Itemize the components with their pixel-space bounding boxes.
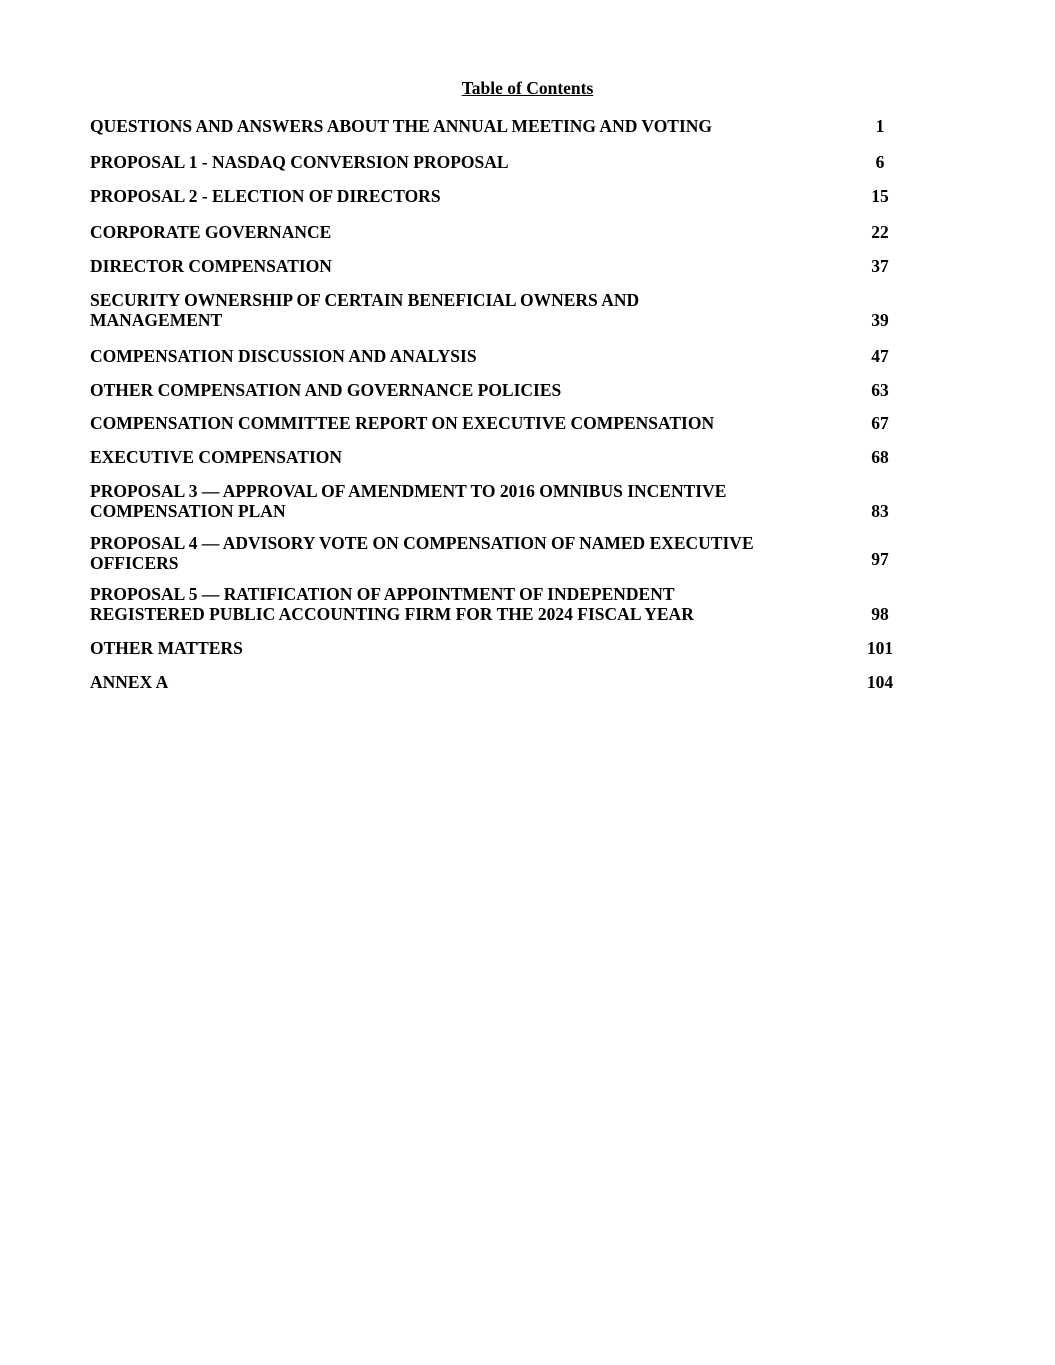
toc-entry-page: 68 <box>871 446 889 467</box>
toc-entry-page: 6 <box>875 151 885 172</box>
toc-entry-title: COMPENSATION COMMITTEE REPORT ON EXECUTIVE COMPENSATION <box>90 412 715 433</box>
toc-entry-proposal-5[interactable] <box>90 583 920 624</box>
toc-entry-director-compensation[interactable] <box>90 254 920 276</box>
toc-entry-page: 98 <box>871 603 889 624</box>
toc-entry-title: PROPOSAL 4 — ADVISORY VOTE ON COMPENSATION OF NAMED EXECUTIVE OFFICERS <box>90 533 754 573</box>
toc-entry-other-matters[interactable] <box>90 636 920 658</box>
toc-entry-proposal-4[interactable] <box>90 532 920 573</box>
toc-entry-page: 1 <box>875 115 885 136</box>
toc-entry-title: ANNEX A <box>90 671 169 692</box>
toc-entry-annex-a[interactable] <box>90 670 920 692</box>
toc-entry-title: DIRECTOR COMPENSATION <box>90 255 332 276</box>
toc-entry-proposal-3[interactable] <box>90 480 920 521</box>
toc-entry-title: SECURITY OWNERSHIP OF CERTAIN BENEFICIAL OWNERS AND MANAGEMENT <box>90 290 640 330</box>
toc-entry-title: CORPORATE GOVERNANCE <box>90 221 332 242</box>
toc-entry-page: 47 <box>871 345 889 366</box>
toc-entry-page: 39 <box>871 309 889 330</box>
toc-entry-security-ownership[interactable] <box>90 289 920 330</box>
toc-entry-title: PROPOSAL 5 — RATIFICATION OF APPOINTMENT OF INDEPENDENT REGISTERED PUBLIC ACCOUNTING FIRM FOR THE 2024 FISCAL YEAR <box>90 584 694 624</box>
toc-entry-page: 101 <box>866 637 894 658</box>
toc-entry-executive-compensation[interactable] <box>90 445 920 467</box>
toc-entry-title: OTHER MATTERS <box>90 637 243 658</box>
toc-entry-page: 15 <box>871 185 889 206</box>
toc-entry-title: EXECUTIVE COMPENSATION <box>90 446 342 467</box>
toc-entry-title: PROPOSAL 1 - NASDAQ CONVERSION PROPOSAL <box>90 151 509 172</box>
toc-entry-proposal-2[interactable] <box>90 184 920 206</box>
toc-entry-proposal-1[interactable] <box>90 150 920 172</box>
toc-heading: Table of Contents <box>461 78 594 98</box>
toc-entry-other-compensation-policies[interactable] <box>90 378 920 400</box>
toc-entry-questions-and-answers[interactable] <box>90 114 920 136</box>
toc-entry-page: 83 <box>871 500 889 521</box>
toc-entry-title: PROPOSAL 3 — APPROVAL OF AMENDMENT TO 2016 OMNIBUS INCENTIVE COMPENSATION PLAN <box>90 481 727 521</box>
toc-entry-page: 67 <box>871 412 889 433</box>
toc-entry-title: OTHER COMPENSATION AND GOVERNANCE POLICIES <box>90 379 562 400</box>
toc-entry-page: 97 <box>871 548 889 569</box>
toc-entry-committee-report[interactable] <box>90 411 920 433</box>
toc-entry-page: 22 <box>871 221 889 242</box>
toc-entry-page: 104 <box>866 671 894 692</box>
toc-entry-title: PROPOSAL 2 - ELECTION OF DIRECTORS <box>90 185 441 206</box>
toc-entry-title: COMPENSATION DISCUSSION AND ANALYSIS <box>90 345 477 366</box>
toc-entry-page: 37 <box>871 255 889 276</box>
toc-entry-page: 63 <box>871 379 889 400</box>
toc-entry-corporate-governance[interactable] <box>90 220 920 242</box>
toc-entry-cd-and-a[interactable] <box>90 344 920 366</box>
toc-entry-title: QUESTIONS AND ANSWERS ABOUT THE ANNUAL MEETING AND VOTING <box>90 115 713 136</box>
